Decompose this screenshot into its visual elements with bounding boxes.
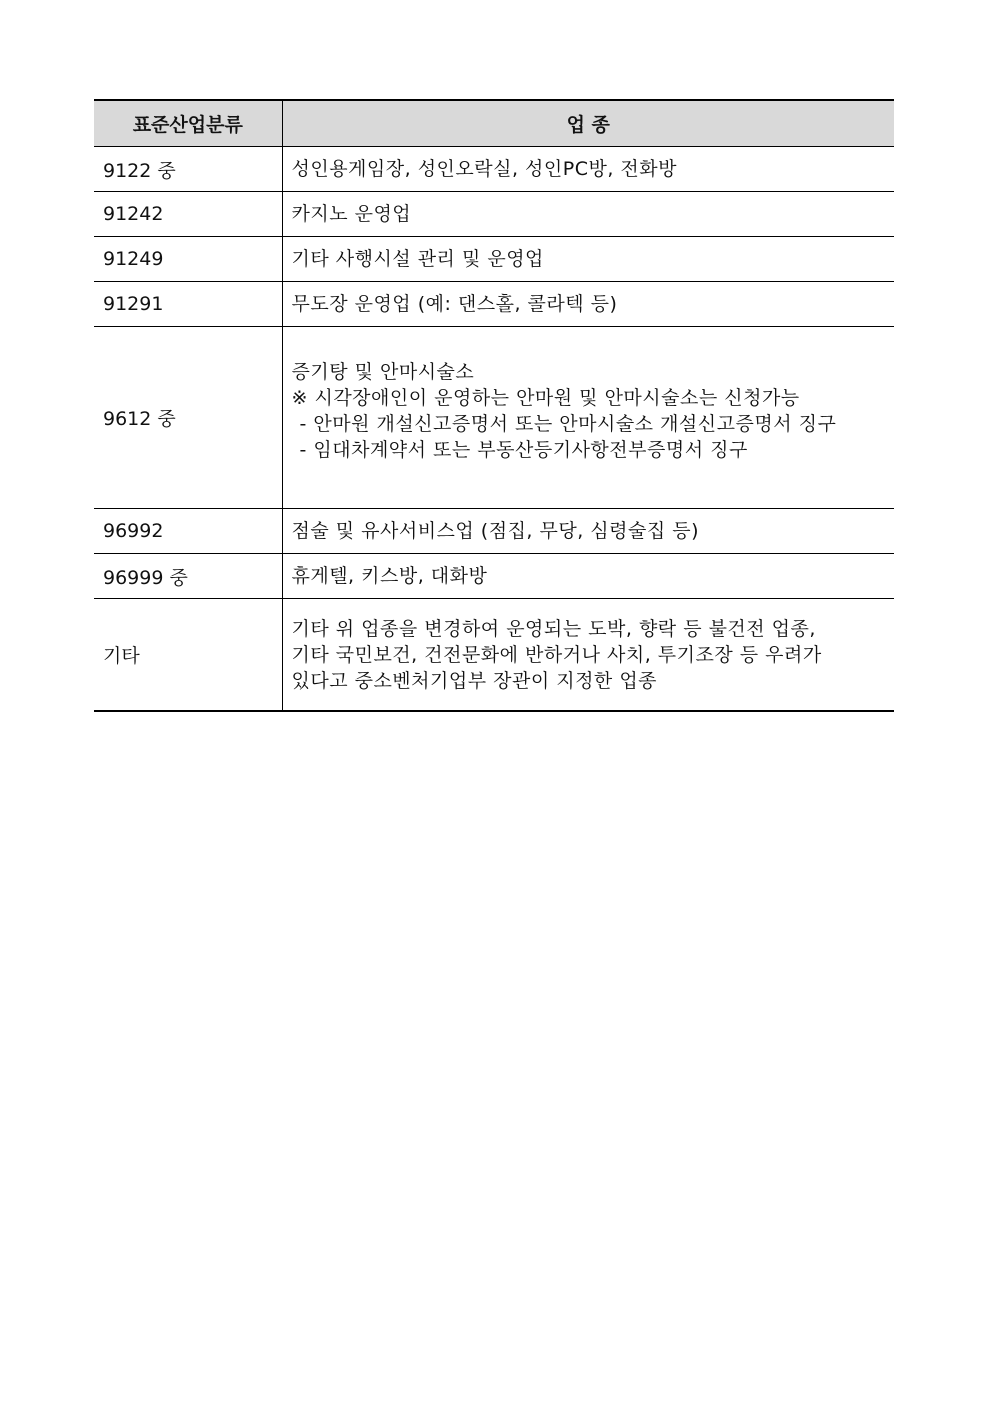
business-type-cell xyxy=(282,554,894,599)
business-type-cell xyxy=(282,509,894,554)
table-row xyxy=(94,327,894,509)
industry-code-cell: 91249 xyxy=(94,237,282,282)
requirement-line: - 임대차계약서 또는 부동산등기사항전부증명서 징구 xyxy=(299,438,748,461)
business-type-line: 무도장 운영업 (예: 댄스홀, 콜라텍 등) xyxy=(291,293,618,315)
industry-code-cell: 96999 중 xyxy=(94,554,282,599)
industry-code-cell: 9612 중 xyxy=(94,327,282,509)
business-type-cell xyxy=(282,282,894,327)
table-row xyxy=(94,237,894,282)
table-row xyxy=(94,192,894,237)
business-type-line: 휴게텔, 키스방, 대화방 xyxy=(291,565,488,587)
industry-code-cell: 91291 xyxy=(94,282,282,327)
requirement-line: - 안마원 개설신고증명서 또는 안마시술소 개설신고증명서 징구 xyxy=(299,412,837,435)
table-row xyxy=(94,509,894,554)
business-type-line: 카지노 운영업 xyxy=(291,203,412,225)
business-type-cell xyxy=(282,327,894,509)
business-type-line: 기타 위 업종을 변경하여 운영되는 도박, 향락 등 불건전 업종, xyxy=(291,617,816,640)
table-row xyxy=(94,282,894,327)
header-business-type: 업 종 xyxy=(282,100,894,147)
restricted-industry-table xyxy=(94,99,894,712)
business-type-cell xyxy=(282,237,894,282)
note-line: ※ 시각장애인이 운영하는 안마원 및 안마시술소는 신청가능 xyxy=(291,386,800,409)
industry-code-cell: 9122 중 xyxy=(94,147,282,192)
business-type-cell xyxy=(282,147,894,192)
table-header-row xyxy=(94,100,894,147)
business-type-line: 기타 국민보건, 건전문화에 반하거나 사치, 투기조장 등 우려가 xyxy=(291,643,822,666)
header-industry-code: 표준산업분류 xyxy=(94,100,282,147)
industry-code-cell: 91242 xyxy=(94,192,282,237)
business-type-line: 점술 및 유사서비스업 (점집, 무당, 심령술집 등) xyxy=(291,520,700,542)
business-type-line: 증기탕 및 안마시술소 xyxy=(291,360,475,383)
business-type-line: 성인용게임장, 성인오락실, 성인PC방, 전화방 xyxy=(291,158,677,180)
table-row xyxy=(94,554,894,599)
business-type-cell xyxy=(282,599,894,712)
industry-code-cell: 기타 xyxy=(94,599,282,712)
business-type-line: 기타 사행시설 관리 및 운영업 xyxy=(291,248,544,270)
industry-code-cell: 96992 xyxy=(94,509,282,554)
business-type-line: 있다고 중소벤처기업부 장관이 지정한 업종 xyxy=(291,669,658,692)
table-row xyxy=(94,147,894,192)
table-row xyxy=(94,599,894,712)
business-type-cell xyxy=(282,192,894,237)
